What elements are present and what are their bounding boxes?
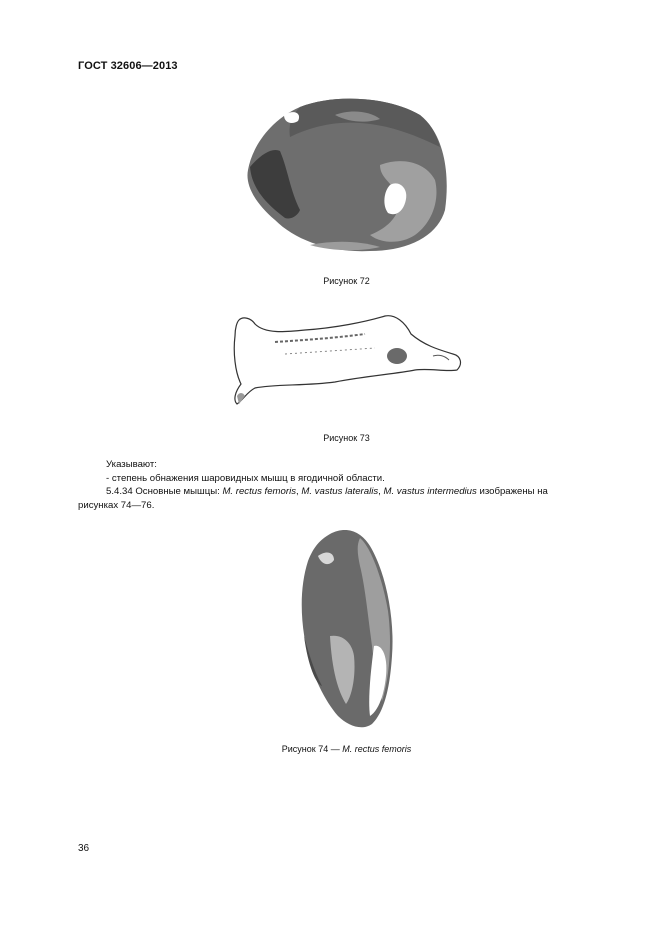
- paragraph-end: изображены на: [476, 486, 548, 497]
- figure-72-image: [240, 95, 452, 255]
- separator: ,: [296, 486, 302, 497]
- muscle-name-2: M. vastus lateralis: [301, 486, 379, 497]
- separator: ,: [378, 486, 384, 497]
- figure-74-caption-latin: M. rectus femoris: [342, 744, 412, 754]
- muscle-name-3: M. vastus intermedius: [383, 486, 477, 497]
- page-number: 36: [78, 843, 90, 854]
- paragraph-start: 5.4.34 Основные мышцы:: [106, 486, 223, 497]
- figure-74-caption: [16, 744, 661, 754]
- paragraph-5-4-34: [106, 485, 606, 499]
- indicate-label: Указывают:: [106, 459, 157, 470]
- standard-designation: ГОСТ 32606—2013: [78, 60, 178, 72]
- bullet-item: - степень обнажения шаровидных мышц в ягодичной области.: [106, 473, 385, 484]
- figure-73-image: [225, 312, 470, 412]
- muscle-name-1: M. rectus femoris: [222, 486, 297, 497]
- figure-74-image: [290, 526, 400, 731]
- figure-72-caption: Рисунок 72: [323, 276, 370, 286]
- figure-73-caption: Рисунок 73: [323, 433, 370, 443]
- figure-74-caption-prefix: Рисунок 74 —: [281, 744, 343, 754]
- paragraph-line-2: рисунках 74—76.: [78, 500, 155, 511]
